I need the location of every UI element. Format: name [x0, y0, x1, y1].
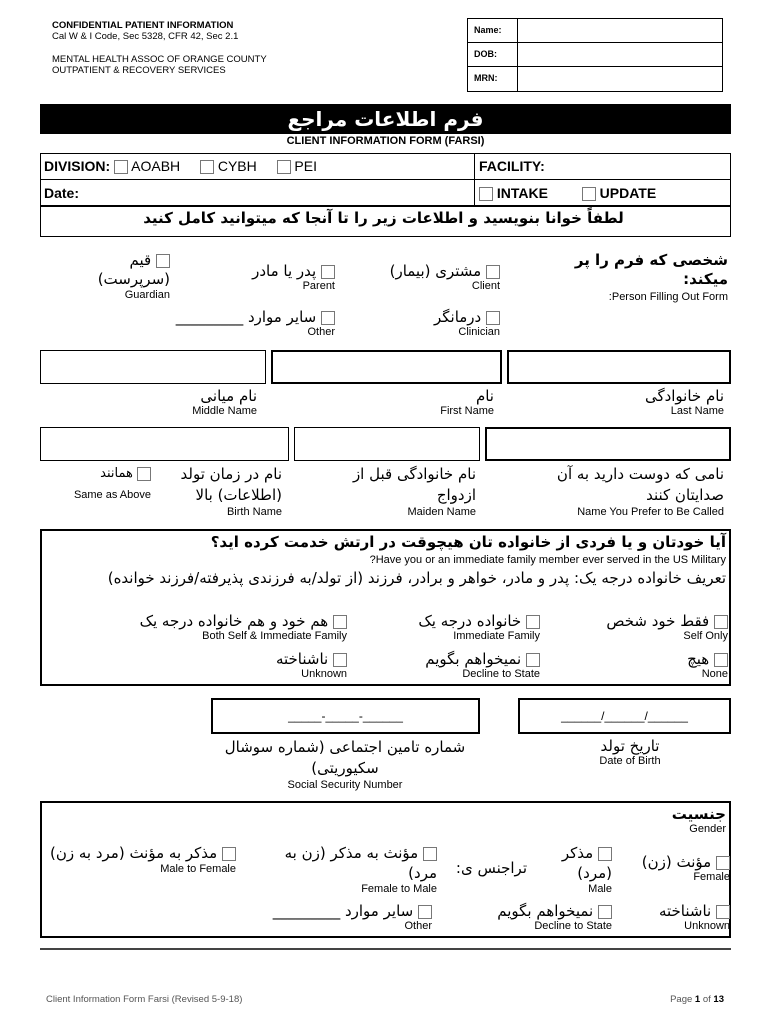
intake-checkbox[interactable] [479, 187, 493, 201]
division-row [44, 158, 317, 174]
military-decline-fa: نمیخواهم بگویم [425, 650, 522, 668]
mrn-label: MRN: [468, 67, 518, 91]
guardian-label-en: Guardian [124, 289, 170, 301]
footer-page-number [620, 994, 724, 1005]
self-only-en: Self Only [683, 630, 728, 642]
none-checkbox[interactable] [714, 653, 728, 667]
self-only-option [562, 612, 728, 642]
first-name-label-fa: نام [475, 387, 494, 405]
gender-unknown-checkbox[interactable] [716, 905, 730, 919]
family-definition-fa: تعریف خانواده درجه یک: پدر و مادر، خواهر و برادر، فرزند (از تولد/به فرزندی پذیرفته/فرزند خوانده) [107, 569, 726, 587]
gender-unknown-fa: ناشناخته [658, 902, 712, 920]
birth-name-input[interactable] [40, 427, 289, 461]
immediate-family-option [382, 612, 540, 642]
date-label: Date: [44, 185, 80, 201]
male-fa: مذکر (مرد) [561, 844, 612, 882]
gender-decline-en: Decline to State [534, 920, 612, 932]
female-fa: مؤنث (زن) [641, 853, 712, 871]
mtf-en: Male to Female [160, 863, 236, 875]
transgender-label: تراجنس ی: [455, 859, 527, 877]
confidential-header [52, 20, 267, 76]
gender-other-option [232, 902, 432, 932]
gender-other-en: Other [404, 920, 432, 932]
military-decline-en: Decline to State [462, 668, 540, 680]
maiden-name-label-fa: نام خانوادگی قبل از ازدواج [352, 465, 476, 504]
last-name-label-en: Last Name [670, 405, 724, 417]
division-grid [40, 153, 731, 237]
facility-label: FACILITY: [479, 158, 545, 174]
ssn-label-fa: شماره تامین اجتماعی (شماره سوشال سکیوریتی) [224, 738, 466, 777]
guardian-checkbox[interactable] [156, 254, 170, 268]
first-name-label-en: First Name [440, 405, 494, 417]
ftm-option [257, 843, 437, 895]
gender-decline-option [462, 902, 612, 932]
immediate-family-fa: خانواده درجه یک [418, 612, 522, 630]
pei-label: PEI [294, 158, 317, 174]
both-option [102, 612, 347, 642]
dob-row[interactable] [468, 43, 722, 67]
ssn-label-block [200, 737, 490, 791]
preferred-name-label [520, 464, 724, 518]
org-line-1: MENTAL HEALTH ASSOC OF ORANGE COUNTY [52, 54, 267, 65]
instruction-text: لطفاً خوانا بنویسید و اطلاعات زیر را تا آنجا که میتوانید کامل کنید [143, 209, 624, 227]
middle-name-label [40, 387, 257, 417]
page-of: of [700, 994, 714, 1005]
client-checkbox[interactable] [486, 265, 500, 279]
immediate-family-en: Immediate Family [453, 630, 540, 642]
immediate-family-checkbox[interactable] [526, 615, 540, 629]
clinician-checkbox[interactable] [486, 311, 500, 325]
parent-option [215, 262, 335, 292]
self-only-checkbox[interactable] [714, 615, 728, 629]
none-option [602, 650, 728, 680]
maiden-name-label-en: Maiden Name [407, 506, 476, 518]
client-label-fa: مشتری (بیمار) [389, 262, 482, 280]
preferred-name-label-en: Name You Prefer to Be Called [577, 506, 724, 518]
parent-label-fa: پدر یا مادر [252, 262, 317, 280]
gender-section [40, 801, 731, 938]
clinician-label-fa: درمانگر [433, 308, 482, 326]
filler-title-en: :Person Filling Out Form [608, 291, 728, 303]
dob-label-fa: تاریخ تولد [600, 737, 660, 755]
ftm-checkbox[interactable] [423, 847, 437, 861]
update-label: UPDATE [599, 185, 657, 201]
dob-label: DOB: [468, 43, 518, 66]
footer-form-name: Client Information Form Farsi (Revised 5-9-18) [46, 994, 243, 1005]
female-option [612, 853, 730, 883]
none-en: None [701, 668, 728, 680]
military-unknown-fa: ناشناخته [275, 650, 329, 668]
gender-title-en: Gender [689, 823, 726, 835]
form-title-english: CLIENT INFORMATION FORM (FARSI) [286, 135, 485, 147]
gender-decline-fa: نمیخواهم بگویم [497, 902, 594, 920]
update-checkbox[interactable] [582, 187, 596, 201]
same-as-above-checkbox[interactable] [137, 467, 151, 481]
gender-other-checkbox[interactable] [418, 905, 432, 919]
male-option [542, 843, 612, 895]
ftm-en: Female to Male [361, 883, 437, 895]
page-total: 13 [713, 994, 724, 1005]
female-en: Female [693, 871, 730, 883]
preferred-name-input[interactable] [485, 427, 731, 461]
page-prefix: Page [670, 994, 695, 1005]
form-title-farsi: فرم اطلاعات مراجع [40, 104, 731, 134]
page-current: 1 [694, 994, 701, 1005]
parent-checkbox[interactable] [321, 265, 335, 279]
confidential-code: Cal W & I Code, Sec 5328, CFR 42, Sec 2.1 [52, 31, 239, 42]
other-label-fa: سایر موارد _________ [175, 308, 317, 326]
both-checkbox[interactable] [333, 615, 347, 629]
military-question-en: ?Have you or an immediate family member ever served in the US Military [369, 554, 726, 566]
gender-unknown-option [622, 902, 730, 932]
dob-placeholder: ______/______/______ [561, 709, 688, 723]
first-name-label [271, 387, 494, 417]
mrn-row[interactable] [468, 67, 722, 91]
same-as-above-option [55, 466, 151, 501]
first-name-input[interactable] [271, 350, 502, 384]
patient-id-box [467, 18, 723, 92]
military-unknown-option [222, 650, 347, 680]
confidential-title: CONFIDENTIAL PATIENT INFORMATION [52, 20, 234, 31]
gender-decline-checkbox[interactable] [598, 905, 612, 919]
name-row[interactable] [468, 19, 722, 43]
client-option [360, 262, 500, 292]
military-unknown-en: Unknown [301, 668, 347, 680]
dob-input[interactable] [518, 698, 731, 734]
mtf-option [46, 843, 236, 875]
other-checkbox[interactable] [321, 311, 335, 325]
middle-name-input[interactable] [40, 350, 266, 384]
both-en: Both Self & Immediate Family [202, 630, 347, 642]
parent-label-en: Parent [302, 280, 335, 292]
clinician-option [360, 308, 500, 338]
military-decline-checkbox[interactable] [526, 653, 540, 667]
footer-divider [40, 948, 731, 950]
gender-unknown-en: Unknown [684, 920, 730, 932]
ssn-input[interactable] [211, 698, 480, 734]
self-only-fa: فقط خود شخص [606, 612, 710, 630]
name-label: Name: [468, 19, 518, 42]
gender-title-fa: جنسیت [671, 805, 726, 823]
gender-other-fa: سایر موارد _________ [272, 902, 414, 920]
clinician-label-en: Clinician [458, 326, 500, 338]
client-label-en: Client [471, 280, 500, 292]
aoabh-label: AOABH [131, 158, 181, 174]
male-en: Male [588, 883, 612, 895]
both-fa: هم خود و هم خانواده درجه یک [139, 612, 329, 630]
other-label-en: Other [307, 326, 335, 338]
intake-label: INTAKE [496, 185, 548, 201]
division-label: DIVISION: [44, 158, 111, 174]
last-name-label [507, 387, 724, 417]
female-checkbox[interactable] [716, 856, 730, 870]
pei-checkbox[interactable] [277, 160, 291, 174]
same-as-above-fa: همانند [100, 466, 133, 481]
ssn-placeholder: _____-_____-______ [288, 709, 403, 723]
cybh-checkbox[interactable] [200, 160, 214, 174]
gender-title [602, 805, 726, 835]
guardian-label-fa: قیم (سرپرست) [97, 251, 170, 288]
military-section [40, 529, 731, 686]
same-as-above-en: Same as Above [73, 489, 151, 501]
other-option [130, 308, 335, 338]
military-unknown-checkbox[interactable] [333, 653, 347, 667]
guardian-option [70, 251, 170, 301]
filler-title-fa: شخصی که فرم را پر میکند: [574, 251, 728, 288]
middle-name-label-fa: نام میانی [200, 387, 257, 405]
mtf-checkbox[interactable] [222, 847, 236, 861]
preferred-name-label-fa: نامی که دوست دارید به آن صدایتان کنند [556, 465, 724, 504]
ssn-label-en: Social Security Number [287, 779, 403, 791]
dob-label-block [580, 737, 680, 767]
intake-update-row [479, 185, 656, 201]
ftm-fa: مؤنث به مذکر (زن به مرد) [284, 844, 437, 882]
birth-name-label [160, 464, 282, 518]
birth-name-label-en: Birth Name [226, 506, 282, 518]
none-fa: هیچ [687, 650, 710, 668]
last-name-input[interactable] [507, 350, 731, 384]
cybh-label: CYBH [217, 158, 257, 174]
maiden-name-input[interactable] [294, 427, 480, 461]
military-question-fa: آیا خودتان و یا فردی از خانواده تان هیچوقت در ارتش خدمت کرده اید؟ [210, 533, 726, 551]
mtf-fa: مذکر به مؤنث (مرد به زن) [49, 844, 218, 862]
male-checkbox[interactable] [598, 847, 612, 861]
birth-name-label-fa: نام در زمان تولد (اطلاعات) بالا [180, 465, 282, 504]
military-decline-option [382, 650, 540, 680]
aoabh-checkbox[interactable] [114, 160, 128, 174]
last-name-label-fa: نام خانوادگی [644, 387, 724, 405]
org-line-2: OUTPATIENT & RECOVERY SERVICES [52, 65, 226, 76]
maiden-name-label [320, 464, 476, 518]
middle-name-label-en: Middle Name [192, 405, 257, 417]
dob-label-en: Date of Birth [599, 755, 661, 767]
